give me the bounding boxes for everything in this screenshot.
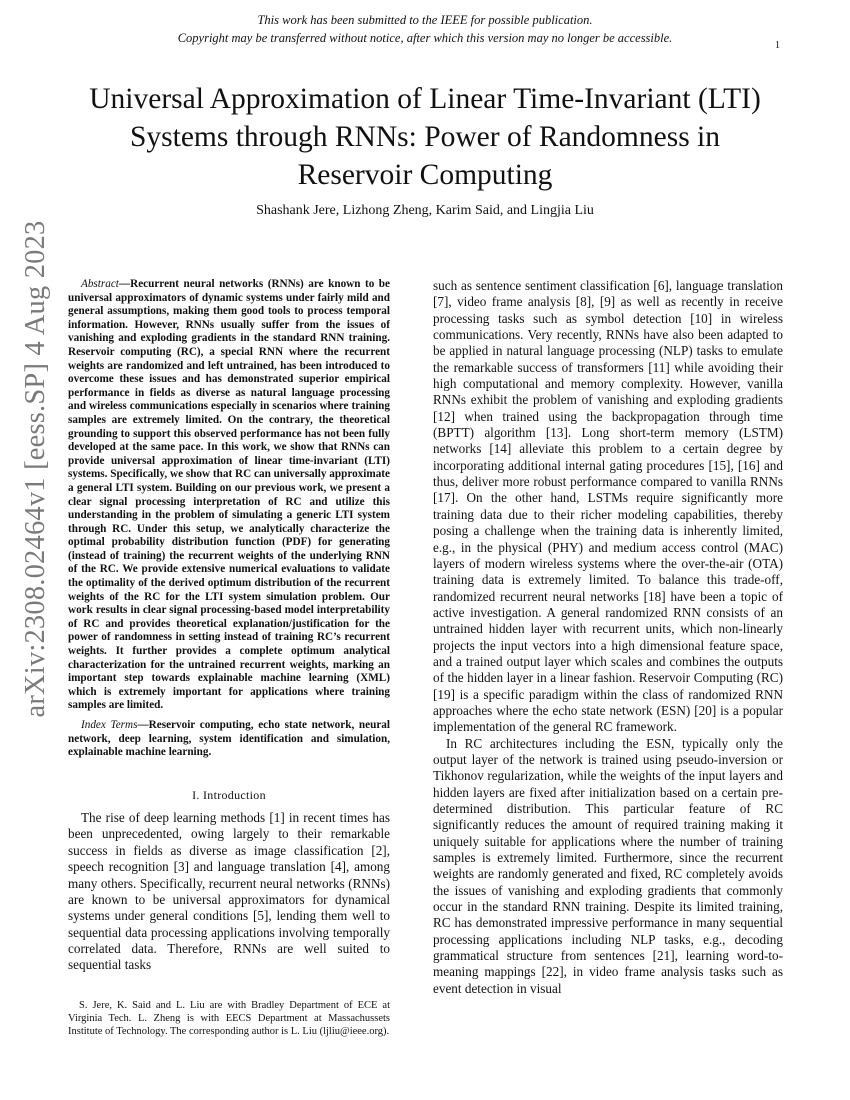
right-column (433, 278, 783, 997)
index-terms-text: —Reservoir computing, echo state network, neural network, deep learning, system identification and simulation, explainable machine learning. (68, 719, 390, 759)
paper-title: Universal Approximation of Linear Time-Invariant (LTI) Systems through RNNs: Power of Randomness in Reservoir Computing (89, 83, 761, 191)
abstract-label: Abstract (81, 278, 119, 290)
notice-line-2: Copyright may be transferred without notice, after which this version may no longer be accessible. (177, 31, 673, 45)
intro-paragraph-2: In RC architectures including the ESN, typically only the output layer of the network is trained using pseudo-inversion or Tikhonov regularization, while the weights of the input layers and hidden layers are fixed after initialization based on a certain pre-determined distribution. This particular feature of RC significantly reduces the amount of required training making it uniquely suitable for applications where the number of training samples is extremely limited. Furthermore, since the recurrent weights are randomly generated and fixed, RC completely avoids the issues of vanishing and exploding gradients that commonly occur in the standard RNN training. Despite its limited training, RC has demonstrated impressive performance in many sequential processing applications including NLP tasks, e.g., decoding grammatical structure from sentences [21], learning word-to-meaning mappings [22], in video frame analysis tasks such as event detection in visual (433, 735, 783, 996)
abstract-text: —Recurrent neural networks (RNNs) are known to be universal approximators of dynamic systems under fairly mild and general assumptions, making them good tools to process temporal information. However, RNNs usually suffer from the issues of vanishing and exploding gradients in the standard RNN training. Reservoir computing (RC), a special RNN where the recurrent weights are randomized and left untrained, has been introduced to overcome these issues and has demonstrated superior empirical performance in fields as diverse as natural language processing and wireless communications especially in scenarios where training samples are extremely limited. On the contrary, the theoretical grounding to support this observed performance has not been fully developed at the same pace. In this work, we show that RNNs can provide universal approximation of linear time-invariant (LTI) systems. Specifically, we show that RC can universally approximate a general LTI system. Building on our previous work, we present a clear signal processing interpretation of RC and utilize this understanding in the problem of simulating a generic LTI system through RC. Under this setup, we analytically characterize the optimal probability distribution function (PDF) for generating (instead of training) the recurrent weights of the underlying RNN of the RC. We provide extensive numerical evaluations to validate the optimality of the derived optimum distribution of the recurrent weights of the RC for the LTI system simulation problem. Our work results in clear signal processing-based model interpretability of RC and provides theoretical explanation/justification for the power of randomness in setting instead of training RC’s recurrent weights. It further provides a complete optimum analytical characterization for the untrained recurrent weights, marking an important step towards explainable machine learning (XML) which is extremely important for applications where training samples are limited. (68, 278, 390, 712)
page-number: 1 (775, 40, 780, 51)
left-column (68, 278, 390, 974)
abstract (68, 278, 390, 713)
intro-paragraph-1-continued: such as sentence sentiment classification [6], language translation [7], video frame analysis [8], [9] as well as recently in receive processing tasks such as symbol detection [10] in wireless communications. Very recently, RNNs have also been adapted to be applied in natural language processing (NLP) tasks to emulate the remarkable success of transformers [11] while avoiding their high computational and memory complexity. However, vanilla RNNs exhibit the problem of vanishing and exploding gradients [12] when trained using the backpropagation through time (BPTT) algorithm [13]. Long short-term memory (LSTM) networks [14] alleviate this problem to a certain degree by incorporating additional internal gating procedures [15], [16] and thus, deliver more robust performance compared to vanilla RNNs [17]. On the other hand, LSTMs require significantly more training data due to their richer modeling capabilities, thereby posing a challenge when the training data is inherently limited, e.g., in the physical (PHY) and medium access control (MAC) layers of modern wireless systems where the over-the-air (OTA) training data is extremely limited. To balance this trade-off, randomized recurrent neural networks [18] have been a topic of active investigation. A general randomized RNN consists of an untrained hidden layer with recurrent units, which non-linearly projects the input vectors into a high dimensional feature space, and a trained output layer which scales and combines the outputs of the hidden layer in a linear fashion. Reservoir Computing (RC) [19] is a specific paradigm within the class of randomized RNN approaches where the echo state network (ESN) [20] is a popular implementation of the general RC framework. (433, 278, 783, 735)
index-terms-label: Index Terms (81, 719, 138, 731)
arxiv-identifier: arXiv:2308.02464v1 [eess.SP] 4 Aug 2023 (20, 220, 51, 718)
submission-notice (0, 11, 850, 47)
intro-paragraph-1: The rise of deep learning methods [1] in recent times has been unprecedented, owing largely to their remarkable success in fields as diverse as image classification [2], speech recognition [3] and language translation [4], among many others. Specifically, recurrent neural networks (RNNs) are known to be universal approximators for dynamical systems under general conditions [5], lending them well to sequential data processing applications involving temporally correlated data. Therefore, RNNs are well suited to sequential tasks (68, 810, 390, 973)
section-heading-introduction: I. Introduction (192, 787, 266, 802)
index-terms (68, 719, 390, 760)
arxiv-sidebar (15, 220, 57, 718)
notice-line-1: This work has been submitted to the IEEE for possible publication. (257, 13, 593, 27)
author-list: Shashank Jere, Lizhong Zheng, Karim Said, and Lingjia Liu (256, 203, 594, 218)
author-affiliation-footnote: S. Jere, K. Said and L. Liu are with Bradley Department of ECE at Virginia Tech. L. Zheng is with EECS Department at Massachussets Institute of Technology. The corresponding author is L. Liu (ljliu@ieee.org). (68, 1000, 390, 1037)
